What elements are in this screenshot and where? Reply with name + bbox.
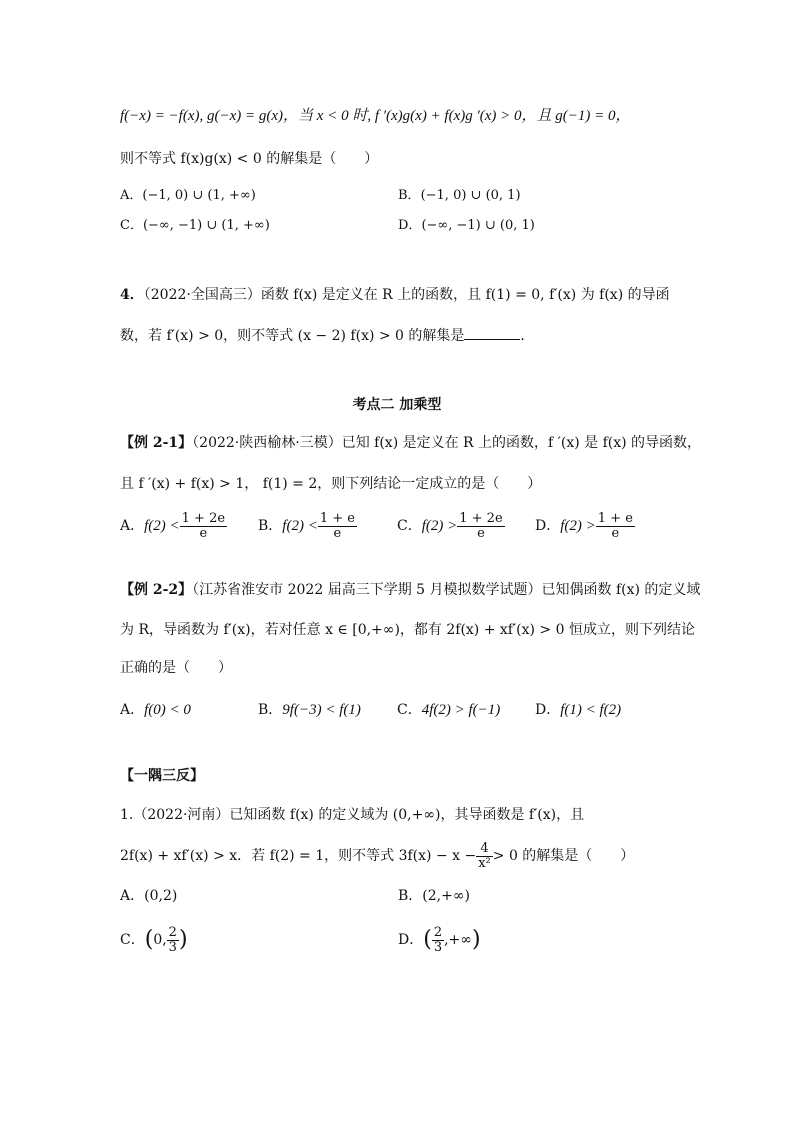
q4-period: ． [520, 328, 535, 344]
q4-text-1: （2022·全国高三）函数 f(x) 是定义在 R 上的函数，且 f(1) = 0, f′(x) 为 f(x) 的导函 [143, 287, 670, 303]
option-label: A． [120, 188, 143, 203]
ex22-option-c [397, 700, 500, 720]
example-tag: 【例 2-2】 [120, 582, 193, 598]
option-pre: f(2) < [282, 518, 318, 534]
option-text: (−∞, −1) ∪ (0, 1) [421, 218, 535, 233]
option-text: (0,2) [144, 888, 178, 904]
option-label: C． [120, 218, 143, 233]
ex21-option-a [120, 508, 227, 544]
frac-num: 1 + e [597, 510, 633, 526]
option-text: (−∞, −1) ∪ (1, +∞) [142, 218, 270, 233]
section-title: 考点二 加乘型 [352, 397, 442, 413]
ex22-line2: 为 R，导函数为 f′(x)，若对任意 x ∈ [0,+∞)，都有 2f(x) + xf′(x) > 0 恒成立，则下列结论 [120, 622, 695, 638]
frac-den: x² [478, 855, 491, 871]
ex22-line1 [120, 580, 700, 600]
option-label: C． [120, 932, 145, 948]
option-text: (−1, 0) ∪ (0, 1) [420, 188, 521, 203]
frac-den: e [199, 525, 208, 541]
practice-title: 【一隅三反】 [120, 768, 204, 784]
practice-option-c: C．(0, $\frac{2}{3}$ ) [120, 924, 188, 955]
option-pre: f(2) < [144, 518, 180, 534]
option-label: D． [398, 932, 424, 948]
option-text: f(1) < f(2) [560, 702, 622, 718]
ex21-line2: 且 f ′(x) + f(x) > 1， f(1) = 2，则下列结论一定成立的是（ ） [120, 476, 542, 492]
option-pre: f(2) > [560, 518, 596, 534]
q3-line2: 则不等式 f(x)g(x) < 0 的解集是（ ） [120, 151, 379, 167]
option-pre: f(2) > [421, 518, 458, 534]
option-label: D． [535, 702, 561, 718]
q4-line2 [120, 325, 534, 346]
q3-option-d [398, 216, 535, 236]
practice-option-a [120, 886, 177, 906]
frac-num: 1 + e [319, 510, 355, 526]
option-label: C． [397, 702, 422, 718]
practice-text-2b: > 0 的解集是（ ） [492, 848, 635, 864]
option-text: (2,+∞) [422, 888, 470, 904]
question-number: 4． [120, 287, 144, 303]
option-label: A． [120, 702, 145, 718]
option-label: B． [258, 518, 283, 534]
frac-den: e [611, 525, 620, 541]
ex21-option-d [535, 508, 635, 544]
practice-line2 [120, 838, 634, 874]
ex21-option-b [258, 508, 357, 544]
q3-option-a [120, 186, 256, 206]
option-text: 4f(2) > f(−1) [421, 702, 501, 718]
option-label: D． [535, 518, 561, 534]
option-label: A． [120, 888, 145, 904]
q4-line1 [120, 285, 670, 305]
practice-option-d: D．( $\frac{2}{3}$ ,+∞) [398, 924, 481, 955]
frac-den: 3 [433, 939, 443, 955]
q4-text-2: 数，若 f′(x) > 0，则不等式 (x − 2) f(x) > 0 的解集是 [120, 328, 465, 344]
answer-blank[interactable] [464, 325, 520, 340]
option-label: B． [398, 188, 421, 203]
practice-option-b [398, 886, 470, 906]
ex21-option-c [397, 508, 505, 544]
option-post: ,+∞ [444, 932, 472, 948]
option-text: (−1, 0) ∪ (1, +∞) [142, 188, 256, 203]
frac-den: e [477, 525, 485, 541]
frac-num: 1 + 2e [181, 510, 226, 526]
practice-text-2a: 2f(x) + xf′(x) > x．若 f(2) = 1，则不等式 3f(x) − x − [120, 848, 477, 864]
practice-line1: 1.（2022·河南）已知函数 f(x) 的定义域为 (0,+∞)，其导函数是 f′(x)，且 [120, 807, 585, 823]
option-label: B． [258, 702, 283, 718]
frac-num: 1 + 2e [459, 510, 503, 526]
option-label: B． [398, 888, 423, 904]
option-pre: 0, [153, 932, 167, 948]
ex21-text-1: （2022·陕西榆林·三模）已知 f(x) 是定义在 R 上的函数，f ′(x) 是 f(x) 的导函数， [192, 435, 702, 451]
frac-num: 2 [433, 924, 443, 940]
q3-option-b [398, 186, 521, 206]
q3-option-c [120, 216, 270, 236]
ex21-line1 [120, 433, 701, 453]
ex22-text-1: （江苏省淮安市 2022 届高三下学期 5 月模拟数学试题）已知偶函数 f(x) 的定义域 [192, 582, 701, 598]
option-label: D． [398, 218, 422, 233]
option-label: C． [397, 518, 422, 534]
frac-num: 2 [168, 924, 177, 940]
ex22-option-a [120, 700, 191, 720]
q3-line1: f(−x) = −f(x), g(−x) = g(x)，当 x < 0 时, f ′(x)g(x) + f(x)g ′(x) > 0，且 g(−1) = 0， [120, 108, 631, 124]
ex22-option-d [535, 700, 621, 720]
option-text: 9f(−3) < f(1) [282, 702, 361, 718]
ex22-option-b [258, 700, 361, 720]
frac-num: 4 [476, 842, 493, 857]
frac-den: e [333, 525, 342, 541]
example-tag: 【例 2-1】 [120, 435, 193, 451]
frac-den: 3 [168, 939, 177, 955]
option-label: A． [120, 518, 145, 534]
ex22-line3: 正确的是（ ） [120, 660, 232, 676]
option-text: f(0) < 0 [144, 702, 191, 718]
